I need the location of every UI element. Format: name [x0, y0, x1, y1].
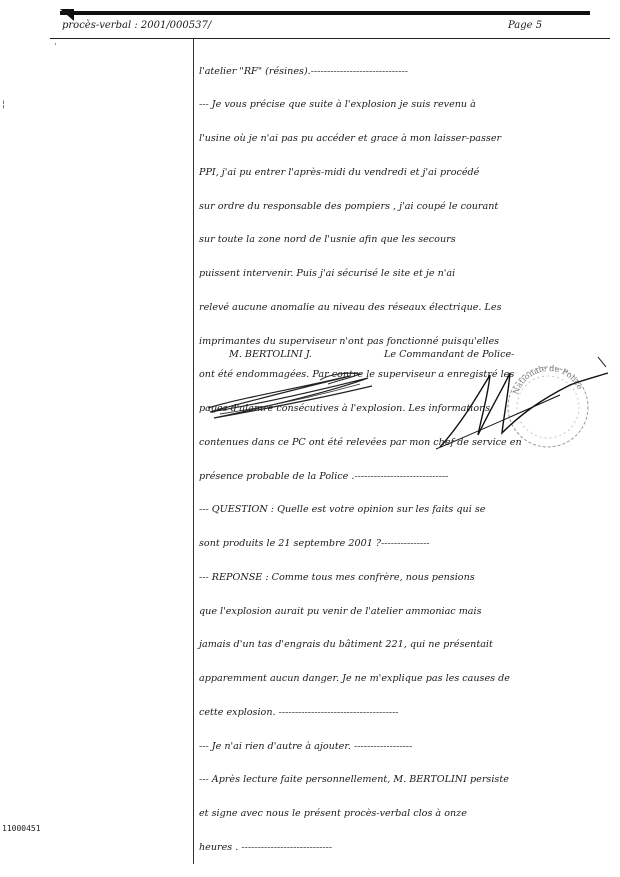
header-bar [60, 11, 590, 15]
margin-mark: ¦ [2, 100, 6, 110]
body-line: contenues dans ce PC ont été relevées par mon chef de service en [199, 436, 522, 448]
body-line: présence probable de la Police .----------------------------- [199, 470, 449, 482]
body-line: cette explosion. ------------------------------------- [199, 706, 399, 718]
body-line: relevé aucune anomalie au niveau des réseaux électrique. Les [199, 301, 502, 313]
document-code: 11000451 [2, 824, 41, 833]
body-line: heures . ---------------------------- [199, 841, 333, 853]
body-line: et signe avec nous le présent procès-verbal clos à onze [199, 808, 467, 819]
witness-name: M. BERTOLINI J. [229, 349, 312, 360]
body-line: sur ordre du responsable des pompiers , j'ai coupé le courant [199, 200, 499, 212]
body-line: l'usine où je n'ai pas pu accéder et grace à mon laisser-passer [199, 133, 502, 144]
body-line: jamais d'un tas d'engrais du bâtiment 221, qui ne présentait [199, 639, 493, 651]
stamp-text: Nationale de Police [511, 363, 585, 396]
body-line: que l'explosion aurait pu venir de l'atelier ammoniac mais [199, 605, 482, 617]
body-line: puissent intervenir. Puis j'ai sécurisé le site et je n'ai [199, 268, 456, 279]
body-line: PPI, j'ai pu entrer l'après-midi du vendredi et j'ai procédé [199, 166, 480, 178]
body-line: sur toute la zone nord de l'usnie afin que les secours [199, 234, 456, 246]
body-line: ont été endommagées. Par contre le superviseur a enregistré les [199, 369, 515, 381]
body-line: apparemment aucun danger. Je ne m'explique pas les causes de [199, 673, 510, 684]
officer-signature-stamp [430, 355, 615, 455]
body-line: --- QUESTION : Quelle est votre opinion sur les faits qui se [199, 504, 486, 516]
witness-signature [200, 368, 380, 428]
body-line: --- Je n'ai rien d'autre à ajouter. ------------------ [199, 740, 413, 752]
body-line: sont produits le 21 septembre 2001 ?--------------- [199, 538, 430, 549]
body-line: l'atelier "RF" (résines).------------------------------ [199, 65, 408, 77]
body-line: pages d'alamre consécutives à l'explosion. Les informations [199, 403, 491, 414]
officer-title: Le Commandant de Police- [384, 349, 515, 360]
body-line: --- Après lecture faite personnellement, M. BERTOLINI persiste [199, 774, 509, 786]
page-number: Page 5 [508, 20, 543, 31]
document-title: procès-verbal : 2001/000537/ [62, 20, 212, 31]
body-line: --- Je vous précise que suite à l'explosion je suis revenu à [199, 99, 476, 111]
body-line: imprimantes du superviseur n'ont pas fonctionné puisqu'elles [199, 335, 500, 347]
margin-mark-dot: · [54, 40, 57, 50]
body-line: --- REPONSE : Comme tous mes confrère, nous pensions [199, 571, 475, 583]
header-divider [50, 38, 610, 39]
margin-rule [193, 38, 194, 864]
